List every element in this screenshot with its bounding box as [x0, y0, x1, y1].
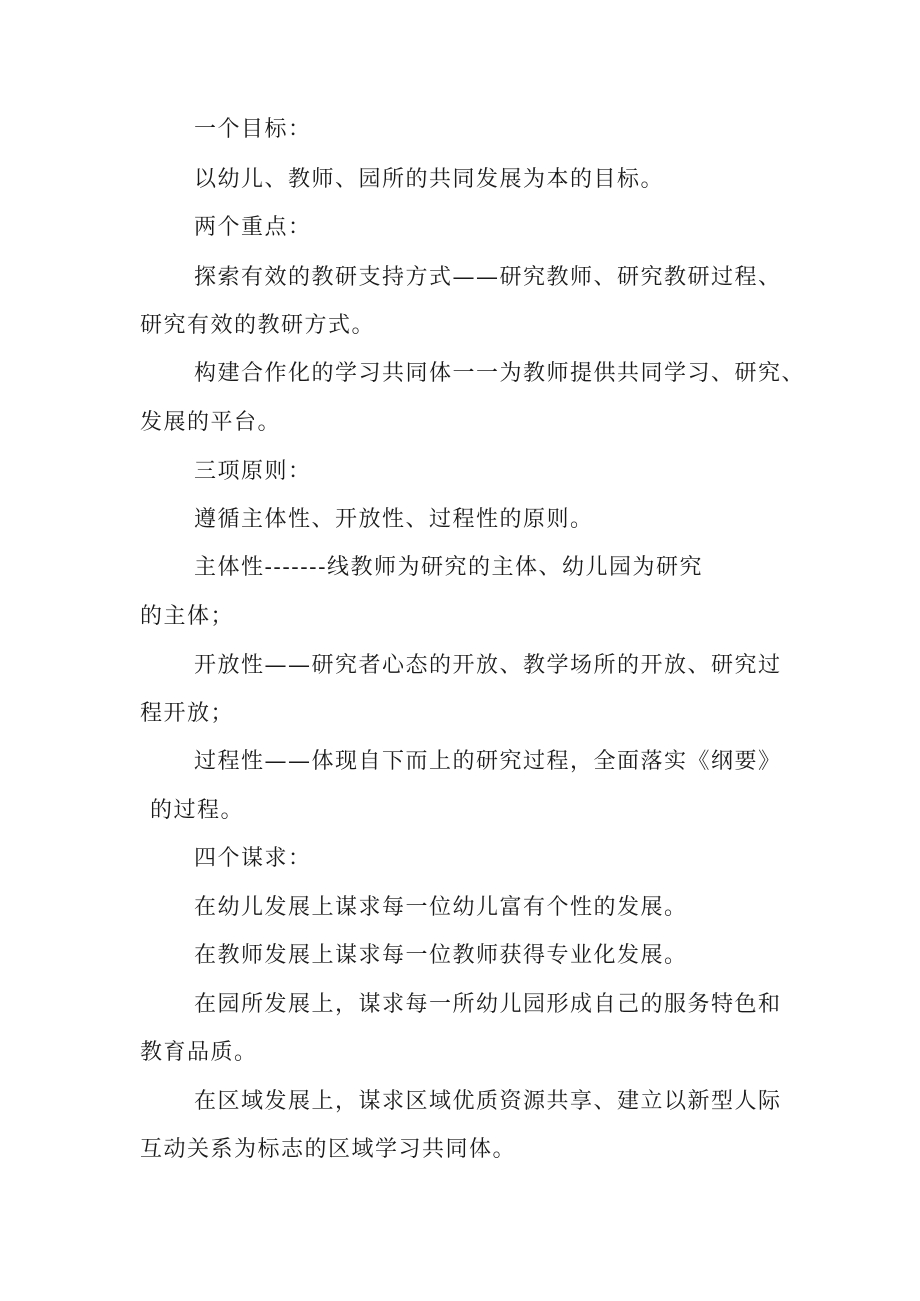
paragraph-line: 开放性——研究者心态的开放、教学场所的开放、研究过: [194, 653, 782, 678]
paragraph-line: 在园所发展上，谋求每一所幼儿园形成自己的服务特色和: [194, 992, 782, 1017]
paragraph-line: 程开放；: [140, 701, 235, 726]
paragraph-line: 主体性-------线教师为研究的主体、幼儿园为研究: [194, 555, 704, 580]
paragraph-line: 在幼儿发展上谋求每一位幼儿富有个性的发展。: [194, 895, 688, 920]
heading-four-pursuits: 四个谋求：: [194, 846, 312, 871]
paragraph-line: 在区域发展上，谋求区域优质资源共享、建立以新型人际: [194, 1089, 782, 1114]
paragraph-line: 发展的平台。: [140, 410, 282, 435]
paragraph-line: 以幼儿、教师、园所的共同发展为本的目标。: [194, 167, 665, 192]
paragraph-line: 的主体；: [140, 604, 235, 629]
heading-one-goal: 一个目标：: [194, 117, 312, 142]
paragraph-line: 探索有效的教研支持方式——研究教师、研究教研过程、: [194, 265, 782, 290]
paragraph-line: 构建合作化的学习共同体一一为教师提供共同学习、研究、: [194, 361, 806, 386]
paragraph-line: 遵循主体性、开放性、过程性的原则。: [194, 507, 594, 532]
heading-two-focuses: 两个重点：: [194, 215, 312, 240]
paragraph-line: 互动关系为标志的区域学习共同体。: [140, 1137, 517, 1162]
paragraph-line: 教育品质。: [140, 1040, 258, 1065]
paragraph-line: 的过程。: [150, 798, 245, 823]
paragraph-line: 过程性——体现自下而上的研究过程，全面落实《纲要》: [194, 749, 782, 774]
heading-three-principles: 三项原则：: [194, 459, 312, 484]
paragraph-line: 研究有效的教研方式。: [140, 313, 376, 338]
paragraph-line: 在教师发展上谋求每一位教师获得专业化发展。: [194, 943, 688, 968]
